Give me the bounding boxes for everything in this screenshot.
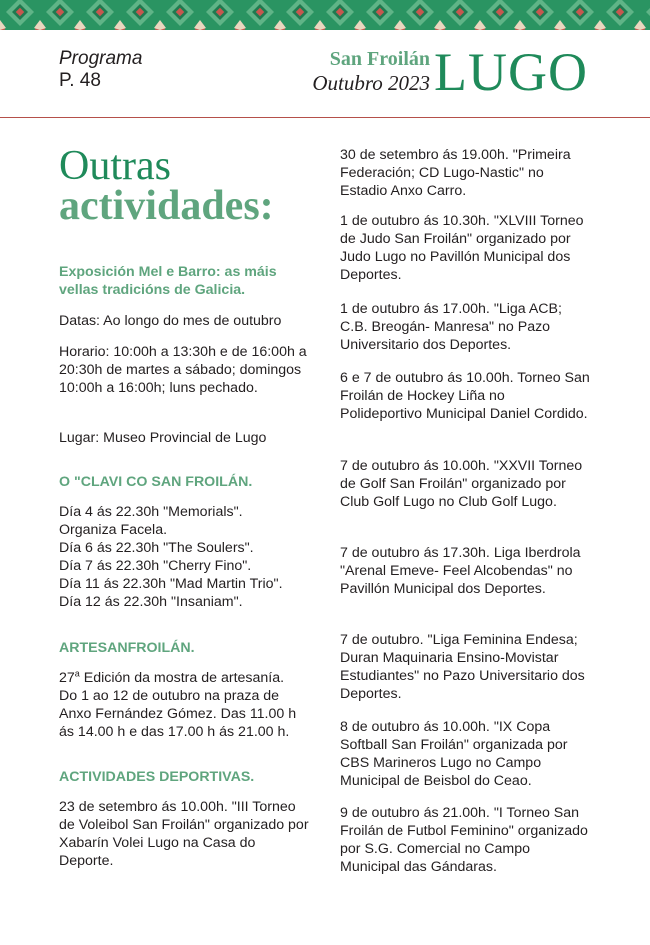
brand-event: San Froilán	[329, 48, 430, 70]
exposicion-horario: Horario: 10:00h a 13:30h e de 16:00h a 20:30h de martes a sábado; domingos 10:00h a 16:00h; luns pechado.	[59, 344, 307, 396]
deportivas-item-9: 8 de outubro ás 10.00h. "IX Copa Softball San Froilán" organizada por CBS Marineros Lugo no Campo Municipal de Beisbol do Ceao.	[340, 719, 568, 789]
section-heading-deportivas: ACTIVIDADES DEPORTIVAS.	[59, 769, 255, 785]
page-title	[59, 143, 274, 229]
deportivas-item-7: 7 de outubro ás 17.30h. Liga Iberdrola "Arenal Emeve- Feel Alcobendas" no Pavillón Municipal dos Deportes.	[340, 545, 581, 597]
title-line-2: actividades:	[59, 183, 274, 229]
brand-date: Outubro 2023	[312, 71, 430, 95]
deportivas-item-5: 6 e 7 de outubro ás 10.00h. Torneo San Froilán de Hockey Liña no Polideportivo Municipal Daniel Cordido.	[340, 370, 590, 422]
program-label	[59, 48, 142, 92]
list-item: Organiza Facela.	[59, 522, 168, 538]
edition-number: 27	[59, 670, 75, 686]
list-item: Día 7 ás 22.30h "Cherry Fino".	[59, 558, 252, 574]
deportivas-item-10: 9 de outubro ás 21.00h. "I Torneo San Froilán de Futbol Feminino" organizado por S.G. Comercial no Campo Municipal das Gándaras.	[340, 805, 588, 875]
edition-text: Edición da mostra de artesanía.	[79, 670, 285, 686]
list-item: Día 6 ás 22.30h "The Soulers".	[59, 540, 254, 556]
programa-label: Programa	[59, 48, 143, 69]
page-number: P. 48	[59, 70, 101, 91]
deportivas-item-1: 23 de setembro ás 10.00h. "III Torneo de Voleibol San Froilán" organizado por Xabarín Volei Lugo na Casa do Deporte.	[59, 799, 309, 869]
exposicion-lugar: Lugar: Museo Provincial de Lugo	[59, 430, 267, 446]
deportivas-item-3: 1 de outubro ás 10.30h. "XLVIII Torneo de Judo San Froilán" organizado por Judo Lugo no Pavillón Municipal dos Deportes.	[340, 213, 584, 283]
section-heading-clavi: O "CLAVI CO SAN FROILÁN.	[59, 474, 253, 490]
header-divider	[0, 117, 650, 118]
page-header	[0, 30, 650, 118]
decorative-pattern-banner	[0, 0, 650, 30]
artesanfroilan-details: Do 1 ao 12 de outubro na praza de Anxo Fernández Gómez. Das 11.00 h ás 14.00 h e das 17.00 h ás 21.00 h.	[59, 688, 297, 740]
ordinal-sup: a	[74, 668, 80, 679]
deportivas-item-6: 7 de outubro ás 10.00h. "XXVII Torneo de Golf San Froilán" organizado por Club Golf Lugo no Club Golf Lugo.	[340, 458, 583, 510]
deportivas-item-2: 30 de setembro ás 19.00h. "Primeira Federación; CD Lugo-Nastic" no Estadio Anxo Carro.	[340, 147, 571, 199]
section-heading-exposicion: Exposición Mel e Barro: as máis vellas tradicións de Galicia.	[59, 264, 277, 298]
list-item: Día 4 ás 22.30h "Memorials".	[59, 504, 243, 520]
clavi-list	[59, 503, 317, 611]
brand-city: LUGO	[434, 42, 588, 102]
deportivas-item-8: 7 de outubro. "Liga Feminina Endesa; Duran Maquinaria Ensino-Movistar Estudiantes" no Pazo Universitario dos Deportes.	[340, 632, 585, 702]
list-item: Día 12 ás 22.30h "Insaniam".	[59, 594, 243, 610]
artesanfroilan-edition	[59, 669, 309, 687]
pattern-graphic	[0, 0, 650, 30]
artesanfroilan-text	[59, 669, 309, 741]
title-line-1: Outras	[59, 143, 171, 189]
section-heading-artesanfroilan: ARTESANFROILÁN.	[59, 640, 195, 656]
list-item: Día 11 ás 22.30h "Mad Martin Trio".	[59, 576, 283, 592]
exposicion-datas: Datas: Ao longo do mes de outubro	[59, 313, 282, 329]
deportivas-item-4: 1 de outubro ás 17.00h. "Liga ACB; C.B. Breogán- Manresa" no Pazo Universitario dos Deportes.	[340, 301, 562, 353]
